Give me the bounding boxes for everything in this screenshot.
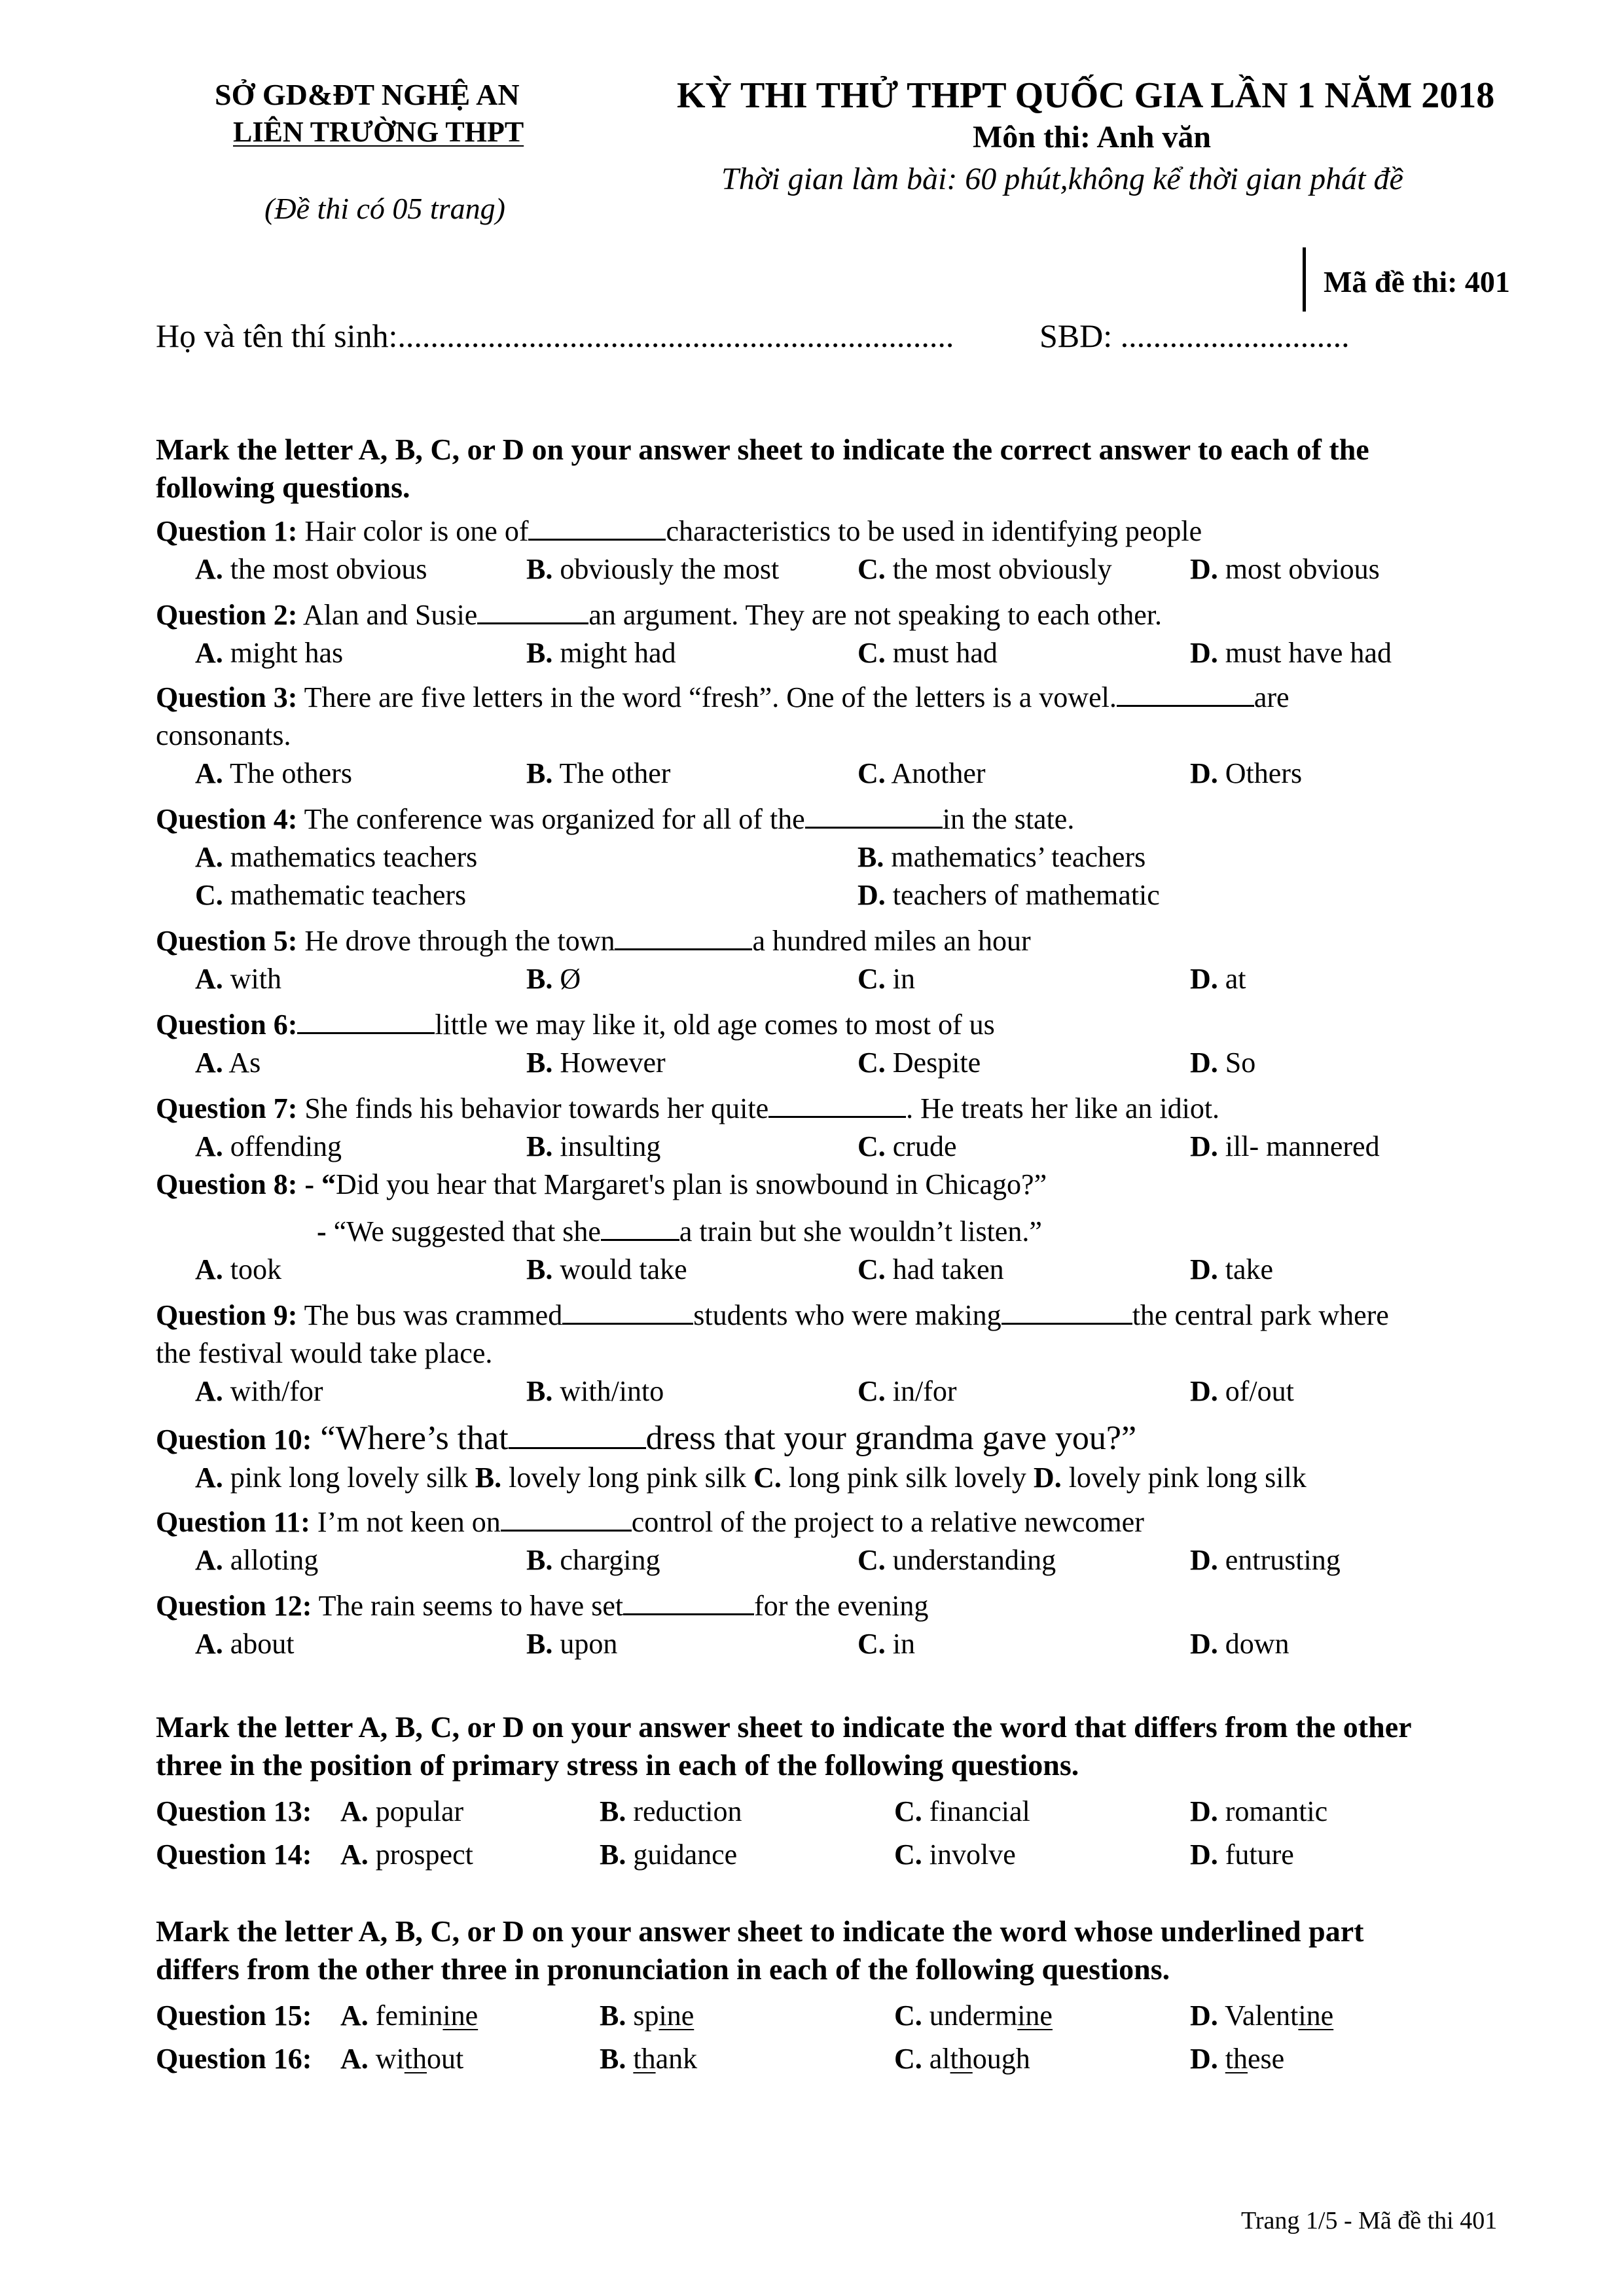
q2-option-a[interactable]: A. might has xyxy=(195,637,344,669)
q5-option-c[interactable]: C. in xyxy=(857,963,916,995)
q14-option-d[interactable]: D. future xyxy=(1190,1839,1294,1871)
q2-option-c[interactable]: C. must had xyxy=(857,637,998,669)
pages-note: (Đề thi có 05 trang) xyxy=(264,192,505,225)
exam-code: Mã đề thi: 401 xyxy=(1324,265,1510,298)
question-14: Question 14: A. prospect B. guidance C. involve D. future xyxy=(156,1839,1294,1871)
question-9-cont: the festival would take place. xyxy=(156,1337,493,1369)
question-15: Question 15: A. feminine B. spine C. undermine D. Valentine xyxy=(156,2000,1334,2032)
section-2-instruction-cont: three in the position of primary stress in each of the following questions. xyxy=(156,1748,1079,1782)
exam-subject: Môn thi: Anh văn xyxy=(973,120,1212,154)
exam-title: KỲ THI THỬ THPT QUỐC GIA LẦN 1 NĂM 2018 xyxy=(677,75,1495,116)
q13-option-a[interactable]: A. popular xyxy=(340,1795,464,1827)
q3-option-b[interactable]: B. The other xyxy=(526,757,671,789)
q10-option-d[interactable]: D. lovely pink long silk xyxy=(1033,1462,1307,1494)
q11-option-a[interactable]: A. alloting xyxy=(195,1544,319,1576)
sbd-field: SBD: ............................ xyxy=(1039,317,1350,354)
question-1: Question 1: Hair color is one of characteristics to be used in identifying people xyxy=(156,515,1202,547)
q12-option-c[interactable]: C. in xyxy=(857,1628,916,1660)
section-1-instruction: Mark the letter A, B, C, or D on your answer sheet to indicate the correct answer to each of the xyxy=(156,433,1369,466)
q8-option-a[interactable]: A. took xyxy=(195,1253,282,1285)
q10-option-b[interactable]: B. lovely long pink silk xyxy=(475,1462,747,1494)
question-9: Question 9: The bus was crammed students who were making the central park where xyxy=(156,1299,1389,1331)
q10-option-c[interactable]: C. long pink silk lovely xyxy=(753,1462,1026,1494)
q9-option-c[interactable]: C. in/for xyxy=(857,1375,957,1407)
q2-option-b[interactable]: B. might had xyxy=(526,637,676,669)
section-2-instruction: Mark the letter A, B, C, or D on your answer sheet to indicate the word that differs from the other xyxy=(156,1710,1412,1744)
q14-option-c[interactable]: C. involve xyxy=(894,1839,1016,1871)
question-8-line2: - “We suggested that she a train but she wouldn’t listen.” xyxy=(317,1215,1042,1247)
q8-option-c[interactable]: C. had taken xyxy=(857,1253,1004,1285)
q6-option-d[interactable]: D. So xyxy=(1190,1047,1256,1079)
department-name: SỞ GD&ĐT NGHỆ AN xyxy=(215,78,520,111)
q8-option-b[interactable]: B. would take xyxy=(526,1253,687,1285)
question-1-options xyxy=(0,555,1624,594)
question-11-options xyxy=(0,1546,1624,1585)
q2-option-d[interactable]: D. must have had xyxy=(1190,637,1392,669)
q6-option-b[interactable]: B. However xyxy=(526,1047,666,1079)
q6-option-c[interactable]: C. Despite xyxy=(857,1047,981,1079)
q12-option-a[interactable]: A. about xyxy=(195,1628,295,1660)
question-5-options xyxy=(0,965,1624,1004)
q4-option-d[interactable]: D. teachers of mathematic xyxy=(857,879,1160,911)
q7-option-a[interactable]: A. offending xyxy=(195,1130,342,1162)
q1-option-a[interactable]: A. the most obvious xyxy=(195,553,427,585)
q7-option-c[interactable]: C. crude xyxy=(857,1130,957,1162)
section-1-instruction-cont: following questions. xyxy=(156,471,410,504)
question-3-cont: consonants. xyxy=(156,719,291,751)
question-5: Question 5: He drove through the town a hundred miles an hour xyxy=(156,925,1031,957)
q16-option-c[interactable]: C. although xyxy=(894,2043,1030,2075)
q15-option-d[interactable]: D. Valentine xyxy=(1190,2000,1334,2032)
q5-option-d[interactable]: D. at xyxy=(1190,963,1246,995)
question-13: Question 13: A. popular B. reduction C. financial D. romantic xyxy=(156,1795,1328,1827)
section-3-instruction: Mark the letter A, B, C, or D on your answer sheet to indicate the word whose underlined part xyxy=(156,1914,1364,1948)
question-7: Question 7: She finds his behavior towards her quite . He treats her like an idiot. xyxy=(156,1092,1220,1124)
q12-option-b[interactable]: B. upon xyxy=(526,1628,618,1660)
question-2: Question 2: Alan and Susie an argument. They are not speaking to each other. xyxy=(156,599,1162,631)
q5-option-a[interactable]: A. with xyxy=(195,963,282,995)
question-6-options xyxy=(0,1049,1624,1088)
section-3-instruction-cont: differs from the other three in pronunciation in each of the following questions. xyxy=(156,1952,1170,1986)
q9-option-a[interactable]: A. with/for xyxy=(195,1375,323,1407)
question-11: Question 11: I’m not keen on control of the project to a relative newcomer xyxy=(156,1506,1144,1538)
q9-option-b[interactable]: B. with/into xyxy=(526,1375,664,1407)
q11-option-d[interactable]: D. entrusting xyxy=(1190,1544,1341,1576)
q12-option-d[interactable]: D. down xyxy=(1190,1628,1290,1660)
code-box-border xyxy=(1303,247,1306,312)
q15-option-b[interactable]: B. spine xyxy=(600,2000,695,2032)
q3-option-a[interactable]: A. The others xyxy=(195,757,352,789)
question-7-options xyxy=(0,1132,1624,1172)
q16-option-d[interactable]: D. these xyxy=(1190,2043,1285,2075)
question-4: Question 4: The conference was organized for all of the in the state. xyxy=(156,803,1075,835)
q3-option-c[interactable]: C. Another xyxy=(857,757,986,789)
question-3-options xyxy=(0,759,1624,798)
question-3: Question 3: There are five letters in the word “fresh”. One of the letters is a vowel. are xyxy=(156,681,1290,713)
q3-option-d[interactable]: D. Others xyxy=(1190,757,1303,789)
q5-option-b[interactable]: B. Ø xyxy=(526,963,581,995)
q10-option-a[interactable]: A. pink long lovely silk xyxy=(195,1462,468,1494)
q4-option-c[interactable]: C. mathematic teachers xyxy=(195,879,467,911)
question-4-options-1 xyxy=(0,843,1624,882)
question-12-options xyxy=(0,1630,1624,1669)
q9-option-d[interactable]: D. of/out xyxy=(1190,1375,1294,1407)
q1-option-d[interactable]: D. most obvious xyxy=(1190,553,1380,585)
q8-option-d[interactable]: D. take xyxy=(1190,1253,1274,1285)
exam-time: Thời gian làm bài: 60 phút,không kể thời gian phát đề xyxy=(721,162,1403,196)
school-name: LIÊN TRƯỜNG THPT xyxy=(233,116,524,148)
question-4-options-2 xyxy=(0,881,1624,920)
question-10: Question 10: “Where’s that dress that your grandma gave you?” xyxy=(156,1420,1137,1457)
q4-option-b[interactable]: B. mathematics’ teachers xyxy=(857,841,1146,873)
question-12: Question 12: The rain seems to have set for the evening xyxy=(156,1590,929,1622)
q16-option-a[interactable]: A. without xyxy=(340,2043,464,2075)
question-8-options xyxy=(0,1255,1624,1295)
q1-option-b[interactable]: B. obviously the most xyxy=(526,553,780,585)
q11-option-b[interactable]: B. charging xyxy=(526,1544,660,1576)
q11-option-c[interactable]: C. understanding xyxy=(857,1544,1056,1576)
q13-option-d[interactable]: D. romantic xyxy=(1190,1795,1328,1827)
q14-option-a[interactable]: A. prospect xyxy=(340,1839,473,1871)
q1-option-c[interactable]: C. the most obviously xyxy=(857,553,1112,585)
q7-option-b[interactable]: B. insulting xyxy=(526,1130,661,1162)
q13-option-c[interactable]: C. financial xyxy=(894,1795,1030,1827)
candidate-name-field: Họ và tên thí sinh:.................................................................... xyxy=(156,317,954,354)
question-10-options xyxy=(195,1463,1307,1492)
question-2-options xyxy=(0,639,1624,678)
q15-option-a[interactable]: A. feminine xyxy=(340,2000,478,2032)
q16-option-b[interactable]: B. thank xyxy=(600,2043,698,2075)
question-16: Question 16: A. without B. thank C. although D. these xyxy=(156,2043,1285,2075)
question-6: Question 6: little we may like it, old age comes to most of us xyxy=(156,1009,995,1041)
q14-option-b[interactable]: B. guidance xyxy=(600,1839,738,1871)
q13-option-b[interactable]: B. reduction xyxy=(600,1795,742,1827)
q4-option-a[interactable]: A. mathematics teachers xyxy=(195,841,478,873)
page-footer: Trang 1/5 - Mã đề thi 401 xyxy=(1241,2207,1498,2234)
question-9-options xyxy=(0,1377,1624,1416)
question-8: Question 8: - “Did you hear that Margaret's plan is snowbound in Chicago?” xyxy=(156,1168,1047,1200)
q15-option-c[interactable]: C. undermine xyxy=(894,2000,1053,2032)
q6-option-a[interactable]: A. As xyxy=(195,1047,261,1079)
q7-option-d[interactable]: D. ill- mannered xyxy=(1190,1130,1380,1162)
